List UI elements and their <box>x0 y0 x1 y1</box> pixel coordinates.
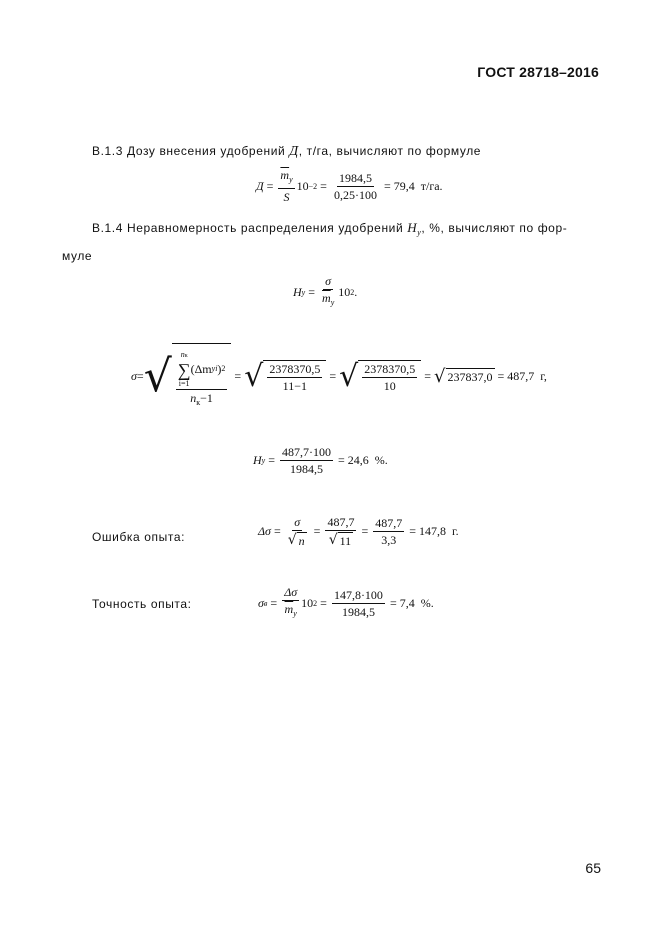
dose-result: 79,4 <box>393 178 415 193</box>
error-result: 147,8 <box>419 524 447 538</box>
document-header: ГОСТ 28718–2016 <box>477 64 599 80</box>
error-denominator: n <box>298 534 305 548</box>
formula-unevenness: H у = $\frac{\sigma}{\overline{m}_у}$ 10 2 . <box>293 274 357 310</box>
sqrt-v3: √ 237837,0 <box>434 365 493 387</box>
formula-dose-lhs: Д <box>256 178 264 193</box>
fraction-unevenness-values <box>280 445 333 476</box>
sum-term-exp: 2 <box>221 364 226 373</box>
formula-error: Δσ = σ √ n = 487,7 √ 11 = $\frac{487,7}{3,3}$ = 147,8 г. <box>258 515 459 548</box>
sqrt-sum <box>144 343 232 410</box>
sum-term-sub: уi <box>211 364 218 373</box>
fraction-sigma-over-m <box>320 274 336 310</box>
paragraph-b14-continuation: муле <box>62 249 93 263</box>
sum-top: n <box>180 350 185 359</box>
paragraph-b14 <box>92 220 567 237</box>
sum-top-sub: к <box>184 353 188 359</box>
fraction-error-values-2 <box>373 516 404 547</box>
den-minus-one: −1 <box>200 391 213 405</box>
symbol-m-sub: у <box>330 298 335 307</box>
formula-accuracy-lhs-sub: в <box>263 598 268 608</box>
accuracy-v-denominator: 1984,5 <box>341 604 375 619</box>
multiplier: 10 <box>296 178 309 193</box>
sqrt-v2: √ $\frac{2378370,5}{10}$ <box>339 360 421 393</box>
fraction-accuracy-values <box>332 588 385 619</box>
dose-denominator: 0,25·100 <box>333 187 377 202</box>
symbol-h: H <box>407 220 418 235</box>
sigma-result: 487,7 <box>507 369 535 383</box>
symbol-h-sub: у <box>417 228 422 237</box>
v1-denominator: 11−1 <box>282 379 307 393</box>
paragraph-b13 <box>92 144 481 160</box>
accuracy-v-numerator: 147,8·100 <box>333 587 383 602</box>
error-v-numerator: 487,7 <box>327 515 355 529</box>
fraction-sigma-over-sqrt-n: σ √ n <box>287 515 305 548</box>
symbol-dose: Д <box>289 144 299 159</box>
symbol-sigma: σ <box>325 274 332 288</box>
radical-icon: √ <box>143 350 172 402</box>
unevenness-unit: %. <box>374 453 388 467</box>
dose-unit: т/га. <box>420 178 443 193</box>
exponent: 2 <box>313 598 318 608</box>
formula-unevenness-calc-lhs-sub: у <box>261 456 266 465</box>
symbol-s: S <box>283 190 290 204</box>
error-numerator: σ <box>294 515 301 529</box>
fraction-dsigma-over-m <box>282 585 299 621</box>
page-number: 65 <box>585 860 601 876</box>
paragraph-b14-tail: , %, вычисляют по фор- <box>421 221 568 235</box>
formula-end: . <box>354 284 358 299</box>
accuracy-unit: %. <box>420 595 434 610</box>
sum-term: (Δm <box>190 362 212 376</box>
symbol-m: $\overline{m}$ <box>280 168 290 182</box>
error-v2-denominator: 3,3 <box>381 533 397 547</box>
v1-numerator: 2378370,5 <box>269 362 321 376</box>
den-n-sub: к <box>196 398 201 407</box>
formula-unevenness-lhs: H <box>293 284 302 299</box>
symbol-m-sub: у <box>289 175 293 184</box>
unevenness-denominator: 1984,5 <box>290 462 324 476</box>
paragraph-b13-text: В.1.3 Дозу внесения удобрений <box>92 144 286 158</box>
formula-sigma-lhs: σ <box>131 369 137 383</box>
exponent: −2 <box>308 181 318 191</box>
dose-numerator: 1984,5 <box>338 170 372 185</box>
error-unit: г. <box>452 524 459 538</box>
formula-dose: Д = $\frac{\overline{m}_у}{S}$ 10 −2 = $\frac{1984,5}{0,25\cdot 100}$ = 79,4 т/га. <box>256 168 443 204</box>
formula-accuracy: σ в = $\frac{\Delta\sigma}{\overline{m}_у}$ 10 2 = $\frac{147,8\cdot 100}{1984,5}$ = 7,4 %. <box>258 585 434 621</box>
accuracy-numerator: Δσ <box>284 585 298 599</box>
symbol-m: $\overline{m}$ <box>322 291 331 305</box>
error-v2-numerator: 487,7 <box>375 516 403 530</box>
symbol-m-sub: у <box>293 609 297 618</box>
sum-bottom: i=1 <box>178 379 190 388</box>
formula-sigma: σ = √ nк ∑ i=1 (Δm уi ) 2 $n_к-1$ = √ $\frac{2378370,5}{11-1}$ = √ $\frac{2378370,5}{10}$ = √ 237837,0 = 487,7 г, <box>131 343 547 410</box>
v2-numerator: 2378370,5 <box>364 362 416 376</box>
multiplier: 10 <box>338 284 351 299</box>
fraction-error-values: 487,7 √ 11 <box>327 515 355 548</box>
error-label: Ошибка опыта: <box>92 530 186 544</box>
formula-error-lhs: Δσ <box>258 524 271 538</box>
paragraph-b14-text: В.1.4 Неравномерность распределения удобрений <box>92 221 404 235</box>
v3-value: 237837,0 <box>447 370 493 384</box>
paragraph-b13-tail: , т/га, вычисляют по формуле <box>298 144 482 158</box>
fraction-m-over-s <box>278 168 294 204</box>
formula-accuracy-lhs: σ <box>258 595 264 610</box>
formula-unevenness-calc-lhs: H <box>253 453 262 467</box>
symbol-m: $\overline{m}$ <box>284 602 294 616</box>
multiplier: 10 <box>301 595 314 610</box>
accuracy-result: 7,4 <box>399 595 415 610</box>
sigma-unit: г, <box>540 369 547 383</box>
unevenness-result: 24,6 <box>347 453 369 467</box>
accuracy-label: Точность опыта: <box>92 597 192 611</box>
sqrt-v1: √ $\frac{2378370,5}{11-1}$ <box>244 360 326 393</box>
error-v-denominator: 11 <box>339 534 352 548</box>
exponent: 2 <box>350 287 355 297</box>
formula-unevenness-lhs-sub: у <box>301 287 306 297</box>
formula-unevenness-calc: H у = $\frac{487,7\cdot 100}{1984,5}$ = 24,6 %. <box>253 445 388 476</box>
sum-term-close: ) <box>217 362 222 376</box>
unevenness-numerator: 487,7·100 <box>282 445 332 459</box>
v2-denominator: 10 <box>383 379 396 393</box>
fraction-sum <box>176 350 228 410</box>
den-n: n <box>190 391 197 405</box>
fraction-dose-values <box>332 171 379 202</box>
sum-icon: ∑ <box>177 360 191 380</box>
